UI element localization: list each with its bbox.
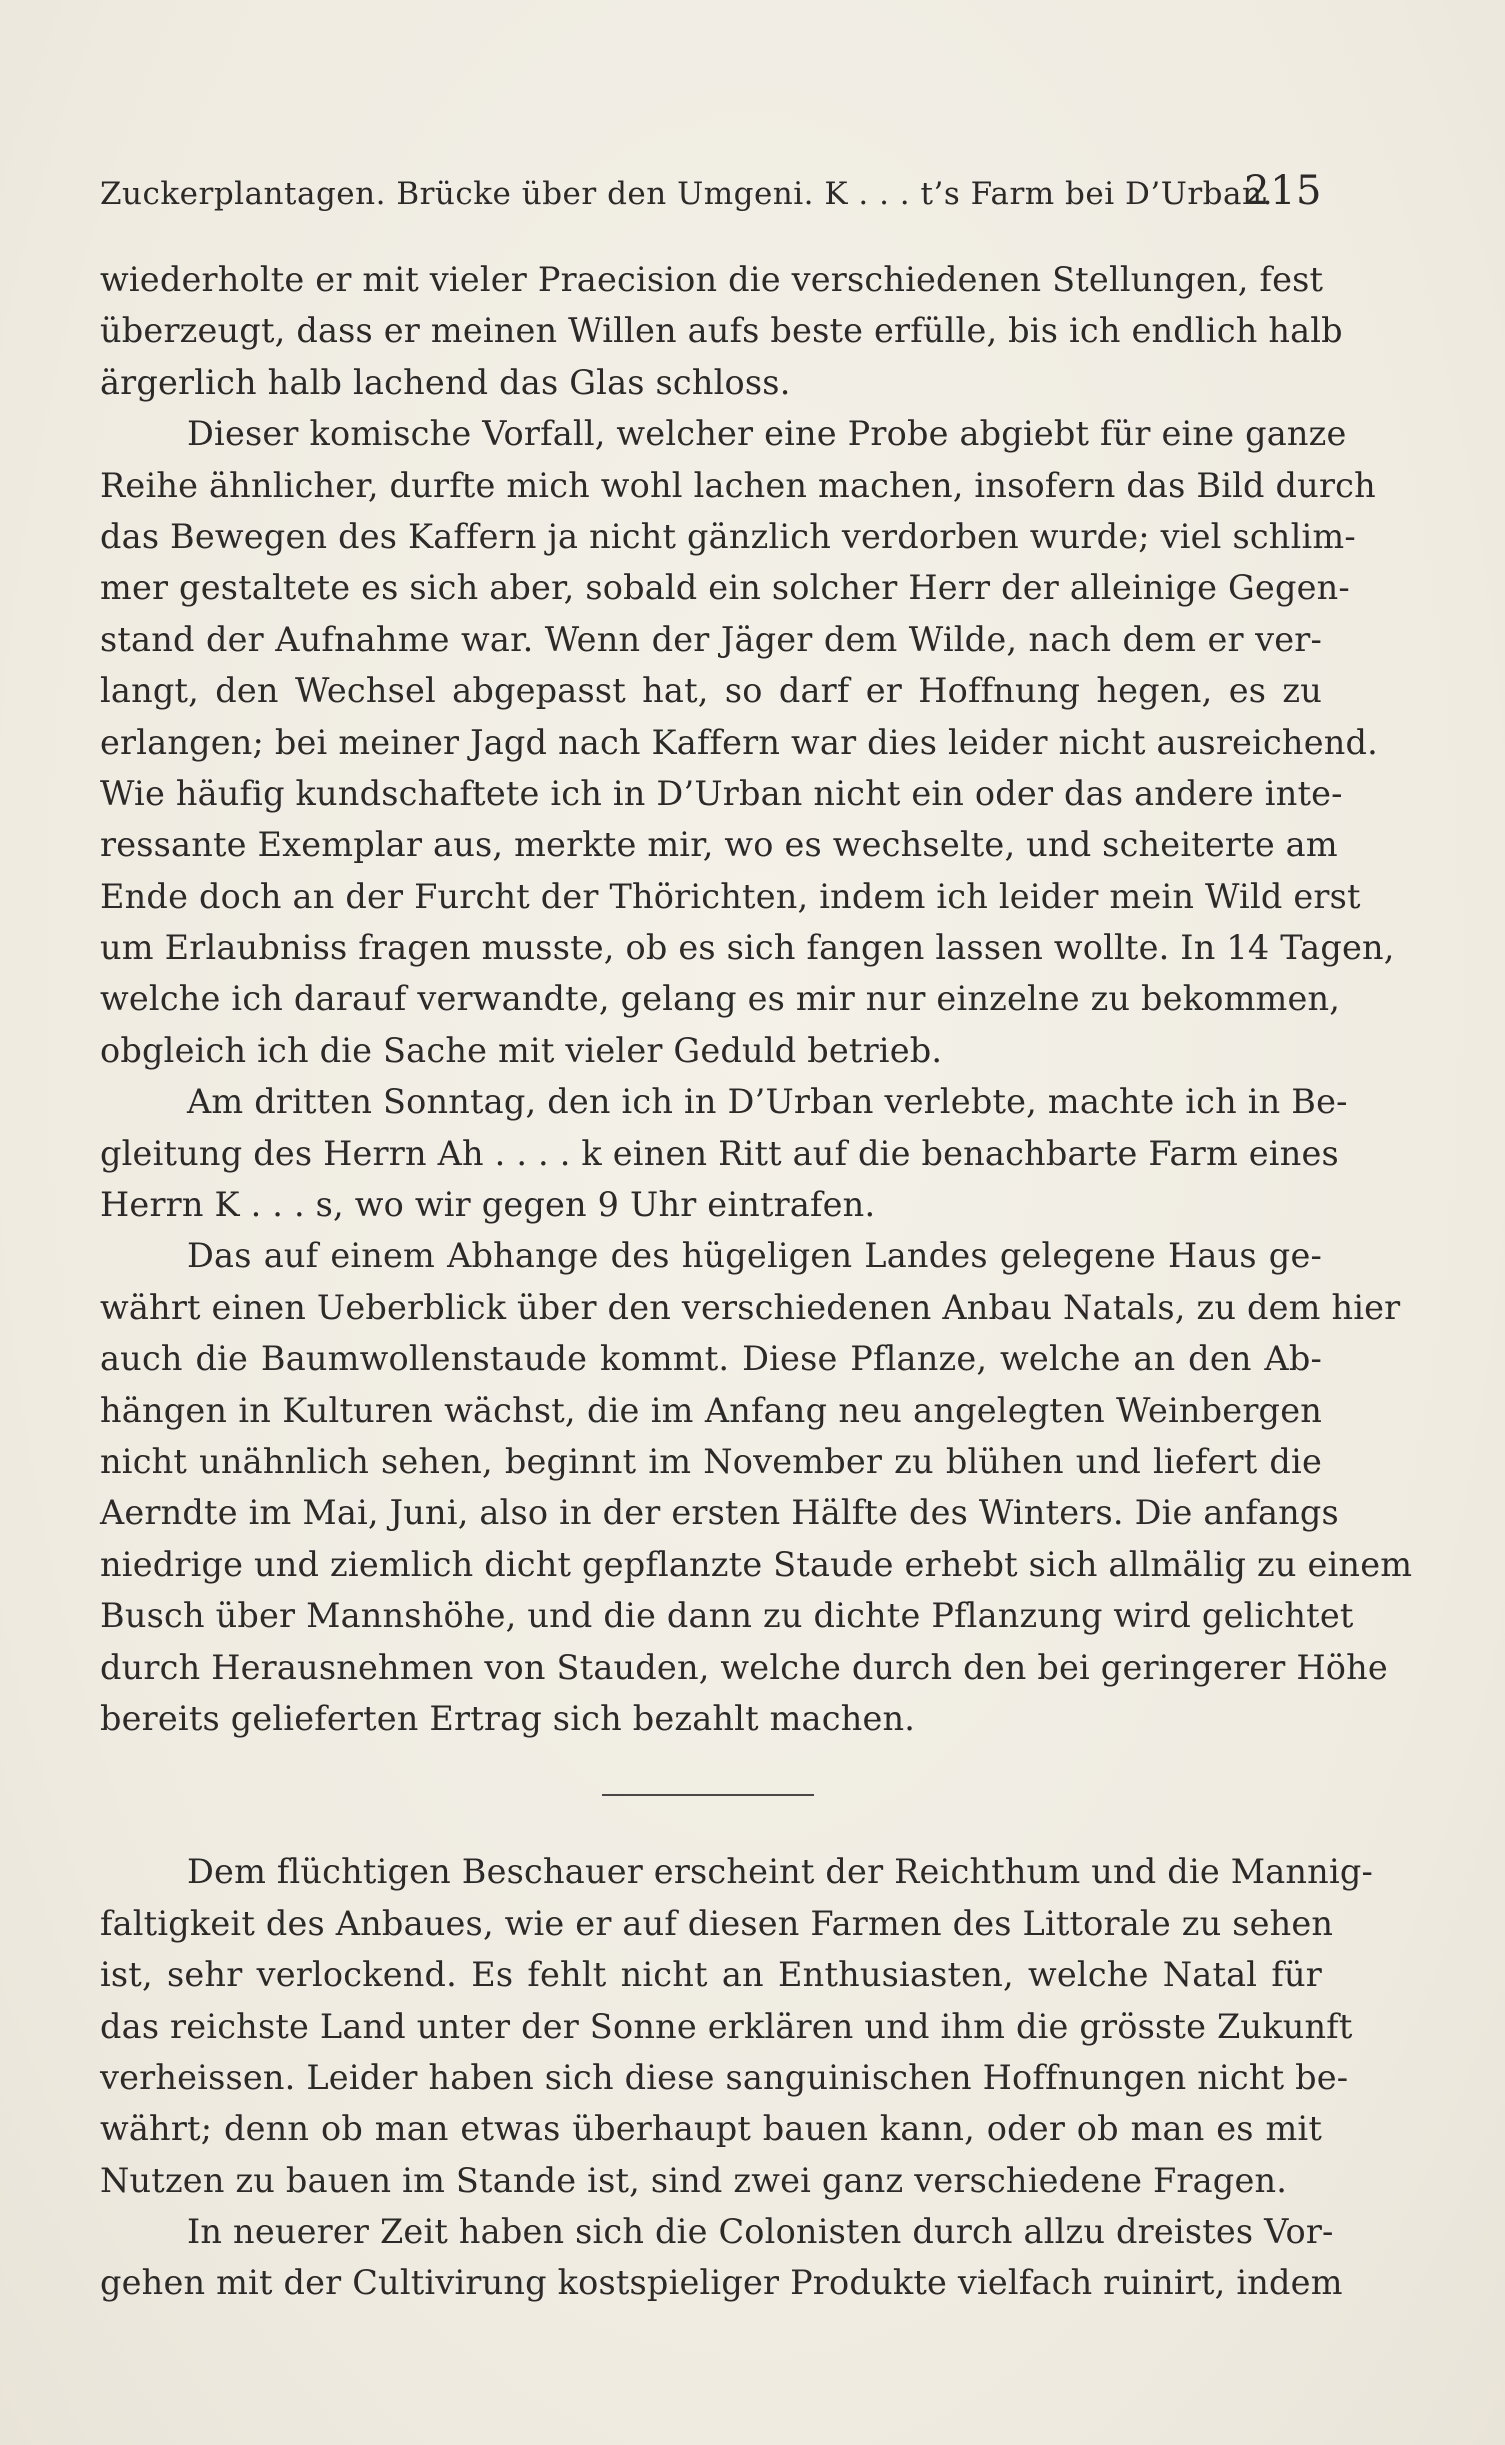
body-text [100,254,1413,2309]
text-line: währt; denn ob man etwas überhaupt bauen kann, oder ob man es mit [100,2109,1322,2149]
text-line: mer gestaltete es sich aber, sobald ein solcher Herr der alleinige Gegen- [100,568,1350,608]
text-line: Aerndte im Mai, Juni, also in der ersten Hälfte des Winters. Die anfangs [100,1493,1339,1533]
text-line: In neuerer Zeit haben sich die Colonisten durch allzu dreistes Vor- [187,2212,1334,2252]
text-line: hängen in Kulturen wächst, die im Anfang neu angelegten Weinbergen [100,1390,1322,1430]
text-line: obgleich ich die Sache mit vieler Geduld betrieb. [100,1030,943,1070]
text-line: währt einen Ueberblick über den verschiedenen Anbau Natals, zu dem hier [100,1287,1401,1327]
text-line: Dieser komische Vorfall, welcher eine Probe abgiebt für eine ganze [187,414,1347,454]
text-line: ressante Exemplar aus, merkte mir, wo es wechselte, und scheiterte am [100,825,1338,865]
text-line: wiederholte er mit vieler Praecision die verschiedenen Stellungen, fest [100,260,1324,299]
text-line: welche ich darauf verwandte, gelang es mir nur einzelne zu bekommen, [100,979,1341,1019]
text-line: Herrn K . . . s, wo wir gegen 9 Uhr eintrafen. [100,1185,876,1225]
text-block-lower [100,1846,1374,2309]
text-line: faltigkeit des Anbaues, wie er auf diesen Farmen des Littorale zu sehen [100,1903,1334,1943]
text-line: stand der Aufnahme war. Wenn der Jäger dem Wilde, nach dem er ver- [100,619,1322,659]
text-line: das reichste Land unter der Sonne erklären und ihm die grösste Zukunft [100,2006,1353,2046]
text-line: Reihe ähnlicher, durfte mich wohl lachen machen, insofern das Bild durch [100,465,1376,505]
page-header [100,168,1322,218]
text-line: nicht unähnlich sehen, beginnt im November zu blühen und liefert die [100,1441,1322,1481]
text-block-upper [100,254,1413,1744]
text-line: um Erlaubniss fragen musste, ob es sich fangen lassen wollte. In 14 Tagen, [100,928,1395,968]
text-line: Dem flüchtigen Beschauer erscheint der Reichthum und die Mannig- [187,1852,1374,1892]
text-line: auch die Baumwollenstaude kommt. Diese Pflanze, welche an den Ab- [100,1339,1322,1379]
text-line: verheissen. Leider haben sich diese sanguinischen Hoffnungen nicht be- [100,2057,1349,2097]
running-title: Zuckerplantagen. Brücke über den Umgeni. K . . . t’s Farm bei D’Urban. [100,176,1273,212]
section-divider-wrap [100,1744,1322,1846]
text-line: ist, sehr verlockend. Es fehlt nicht an Enthusiasten, welche Natal für [100,1955,1322,1995]
text-line: niedrige und ziemlich dicht gepflanzte Staude erhebt sich allmälig zu einem [100,1544,1413,1584]
text-line: gleitung des Herrn Ah . . . . k einen Ritt auf die benachbarte Farm eines [100,1133,1339,1173]
text-line: Nutzen zu bauen im Stande ist, sind zwei ganz verschiedene Fragen. [100,2160,1288,2200]
text-line: langt, den Wechsel abgepasst hat, so darf er Hoffnung hegen, es zu [100,671,1322,711]
section-divider-rule [602,1794,814,1796]
text-line: ärgerlich halb lachend das Glas schloss. [100,362,791,402]
text-line: Wie häufig kundschaftete ich in D’Urban nicht ein oder das andere inte- [100,773,1343,813]
text-line: gehen mit der Cultivirung kostspieliger Produkte vielfach ruinirt, indem [100,2263,1343,2303]
text-line: Busch über Mannshöhe, und die dann zu dichte Pflanzung wird gelichtet [100,1596,1354,1636]
text-line: erlangen; bei meiner Jagd nach Kaffern war dies leider nicht ausreichend. [100,722,1378,762]
text-line: durch Herausnehmen von Stauden, welche durch den bei geringerer Höhe [100,1647,1388,1687]
text-line: bereits gelieferten Ertrag sich bezahlt machen. [100,1698,916,1738]
text-line: Das auf einem Abhange des hügeligen Landes gelegene Haus ge- [187,1236,1322,1276]
page-number: 215 [1244,168,1322,214]
text-line: Am dritten Sonntag, den ich in D’Urban verlebte, machte ich in Be- [187,1082,1348,1122]
text-line: Ende doch an der Furcht der Thörichten, indem ich leider mein Wild erst [100,876,1361,916]
text-line: überzeugt, dass er meinen Willen aufs beste erfülle, bis ich endlich halb [100,311,1343,351]
text-line: das Bewegen des Kaffern ja nicht gänzlich verdorben wurde; viel schlim- [100,516,1356,556]
